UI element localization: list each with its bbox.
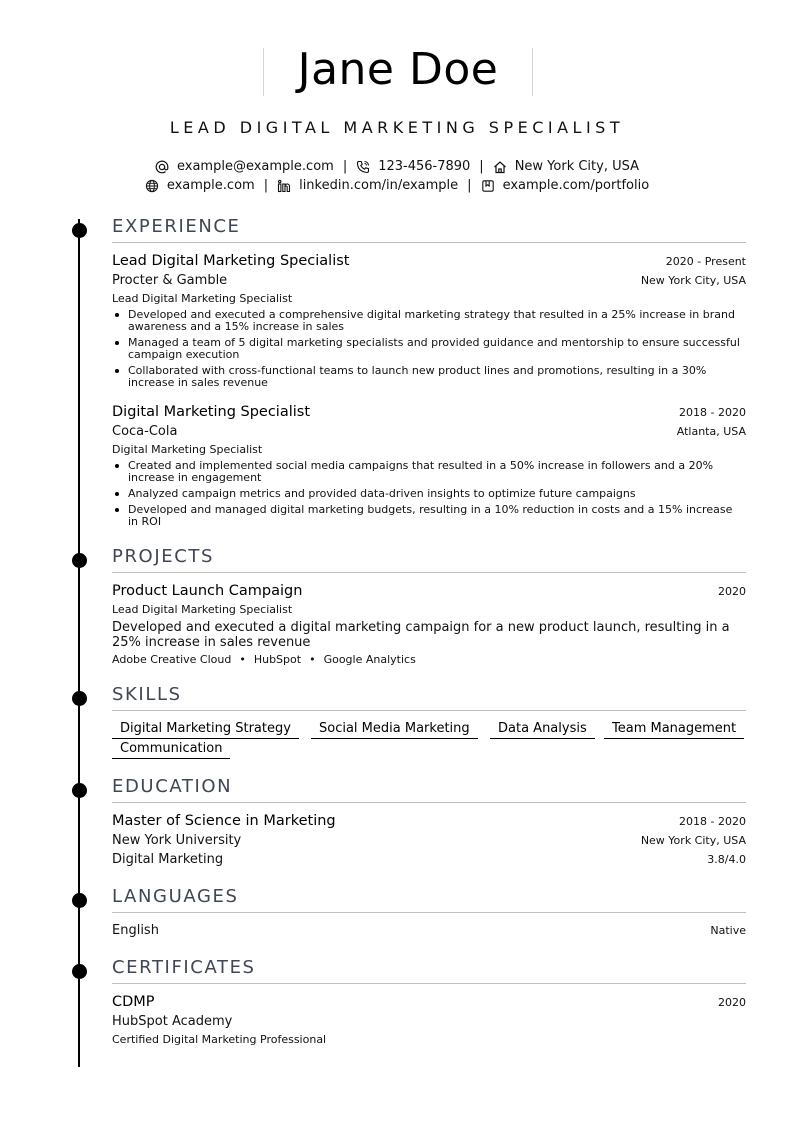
contact-row-2 <box>0 178 794 193</box>
project-tool: HubSpot <box>253 653 302 666</box>
project-tools <box>112 653 416 666</box>
education-gpa: 3.8/4.0 <box>707 853 746 866</box>
contact-email[interactable] <box>155 159 334 174</box>
job-date: 2020 - Present <box>665 255 746 268</box>
job-location: Atlanta, USA <box>676 425 746 438</box>
globe-icon <box>145 179 159 193</box>
contact-separator: | <box>467 178 472 193</box>
tool-separator: • <box>239 653 246 666</box>
education-school: New York University <box>112 833 242 848</box>
timeline-dot <box>72 893 87 908</box>
contact-phone-text: 123-456-7890 <box>378 159 471 174</box>
contact-email-text: example@example.com <box>177 159 334 174</box>
tool-separator: • <box>309 653 316 666</box>
project-name: Product Launch Campaign <box>112 583 303 599</box>
timeline-dot <box>72 964 87 979</box>
skill-tag: Digital Marketing Strategy <box>112 721 299 739</box>
certificate-issuer: HubSpot Academy <box>112 1014 233 1029</box>
education-date: 2018 - 2020 <box>679 815 746 828</box>
timeline-dot <box>72 553 87 568</box>
timeline-line <box>78 219 80 1067</box>
job-subtitle: Digital Marketing Specialist <box>112 443 263 456</box>
candidate-title: LEAD DIGITAL MARKETING SPECIALIST <box>169 118 625 137</box>
project-role: Lead Digital Marketing Specialist <box>112 603 293 616</box>
skill-tag: Team Management <box>604 721 744 739</box>
contact-separator: | <box>263 178 269 193</box>
linkedin-icon <box>277 179 291 193</box>
job-position: Lead Digital Marketing Specialist <box>112 253 350 269</box>
job-subtitle: Lead Digital Marketing Specialist <box>112 292 293 305</box>
list-item: Analyzed campaign metrics and provided data-driven insights to optimize future campaigns <box>112 488 740 500</box>
timeline-dot <box>72 783 87 798</box>
education-degree: Master of Science in Marketing <box>112 813 336 829</box>
education-field: Digital Marketing <box>112 852 224 867</box>
skills-heading: SKILLS <box>112 684 746 711</box>
education-heading: EDUCATION <box>112 776 746 803</box>
contact-row-1 <box>0 159 794 174</box>
languages-heading: LANGUAGES <box>112 886 746 913</box>
timeline-dot <box>72 691 87 706</box>
project-tool: Adobe Creative Cloud <box>112 653 232 666</box>
at-icon <box>155 160 169 174</box>
list-item: Developed and executed a comprehensive digital marketing strategy that resulted in a 25% increase in brand awareness and a 15% increase in sales <box>112 309 740 333</box>
certificate-description: Certified Digital Marketing Professional <box>112 1033 327 1046</box>
contact-website-text: example.com <box>166 178 255 193</box>
contact-portfolio-text: example.com/portfolio <box>502 178 650 193</box>
project-tool: Google Analytics <box>323 653 416 666</box>
experience-heading: EXPERIENCE <box>112 216 746 243</box>
job-position: Digital Marketing Specialist <box>112 404 311 420</box>
education-location: New York City, USA <box>640 834 746 847</box>
certificate-date: 2020 <box>718 996 746 1009</box>
candidate-name: Jane Doe <box>263 48 533 96</box>
skill-tag: Communication <box>112 741 230 759</box>
job-company: Coca-Cola <box>112 424 178 439</box>
certificates-heading: CERTIFICATES <box>112 957 746 984</box>
list-item: Created and implemented social media campaigns that resulted in a 50% increase in followers and a 20% increase in engagement <box>112 460 740 484</box>
home-icon <box>493 160 507 174</box>
job-bullets <box>112 460 740 532</box>
job-location: New York City, USA <box>640 274 746 287</box>
contact-website[interactable] <box>145 178 255 193</box>
contact-linkedin-text: linkedin.com/in/example <box>299 178 459 193</box>
certificate-name: CDMP <box>112 994 155 1010</box>
job-date: 2018 - 2020 <box>679 406 746 419</box>
contact-location <box>493 159 639 174</box>
list-item: Managed a team of 5 digital marketing specialists and provided guidance and mentorship to ensure successful campaign execution <box>112 337 740 361</box>
contact-phone[interactable] <box>356 159 470 174</box>
job-company: Procter & Gamble <box>112 273 228 288</box>
contact-location-text: New York City, USA <box>514 159 639 174</box>
language-name: English <box>112 923 159 938</box>
phone-icon <box>356 160 370 174</box>
contact-separator: | <box>479 159 484 174</box>
skill-tag: Data Analysis <box>490 721 595 739</box>
contact-portfolio[interactable] <box>481 178 650 193</box>
contact-separator: | <box>342 159 348 174</box>
project-date: 2020 <box>718 585 746 598</box>
skill-tag: Social Media Marketing <box>311 721 478 739</box>
project-description: Developed and executed a digital marketing campaign for a new product launch, resulting in a 25% increase in sales revenue <box>112 620 730 650</box>
job-bullets <box>112 309 740 393</box>
list-item: Developed and managed digital marketing budgets, resulting in a 10% reduction in costs and a 15% increase in ROI <box>112 504 740 528</box>
timeline-dot <box>72 223 87 238</box>
projects-heading: PROJECTS <box>112 546 746 573</box>
list-item: Collaborated with cross-functional teams to launch new product lines and promotions, resulting in a 30% increase in sales revenue <box>112 365 740 389</box>
language-level: Native <box>710 924 746 937</box>
contact-linkedin[interactable] <box>277 178 458 193</box>
portfolio-icon <box>481 179 495 193</box>
language-item <box>112 923 746 938</box>
